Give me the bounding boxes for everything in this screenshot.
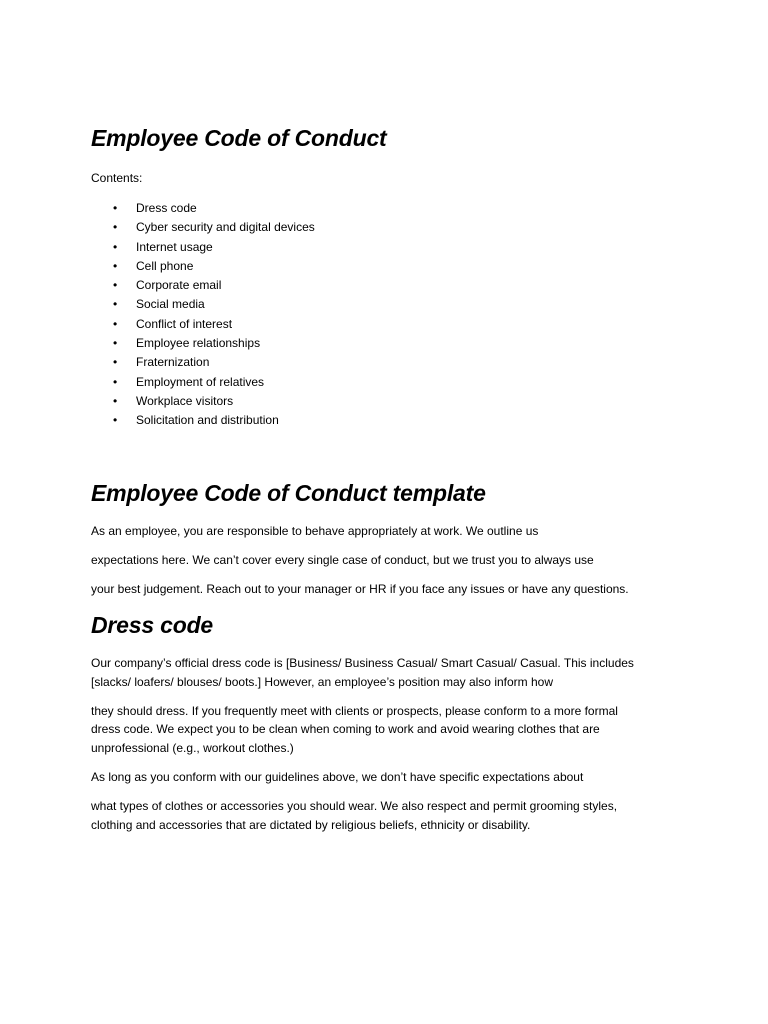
bullet-icon: • [113,258,118,273]
dress-code-heading: Dress code [91,612,214,638]
list-item [91,353,315,372]
list-item-label: Corporate email [136,278,222,293]
dress-code-paragraph-line: dress code. We expect you to be clean when coming to work and avoid wearing clothes that are [91,722,600,736]
dress-code-paragraph-line: what types of clothes or accessories you should wear. We also respect and permit grooming styles, [91,799,618,813]
dress-code-paragraph-line: [slacks/ loafers/ blouses/ boots.] However, an employee’s position may also inform how [91,675,553,689]
template-heading: Employee Code of Conduct template [91,480,486,506]
list-item [91,276,315,295]
list-item-label: Dress code [136,201,197,215]
document-page [91,0,671,1024]
list-item-label: Cyber security and digital devices [136,220,315,235]
list-item-label: Social media [136,297,205,312]
list-item [91,392,315,411]
list-item-label: Solicitation and distribution [136,413,279,428]
list-item-label: Cell phone [136,258,194,273]
list-item-label: Conflict of interest [136,316,233,331]
list-item [91,257,315,276]
list-item [91,295,315,314]
list-item-label: Employee relationships [136,336,261,351]
list-item [91,218,315,237]
bullet-icon: • [113,220,118,235]
dress-code-paragraph-line: unprofessional (e.g., workout clothes.) [91,741,294,755]
list-item [91,315,315,334]
template-paragraph-line: expectations here. We can’t cover every single case of conduct, but we trust you to always use [91,553,594,567]
bullet-icon: • [113,297,118,312]
dress-code-paragraph-line: As long as you conform with our guidelines above, we don’t have specific expectations about [91,770,584,784]
list-item [91,238,315,257]
list-item [91,199,315,218]
bullet-icon: • [113,355,118,370]
dress-code-paragraph-line: Our company’s official dress code is [Business/ Business Casual/ Smart Casual/ Casual. This includes [91,656,634,670]
dress-code-paragraph-line: clothing and accessories that are dictated by religious beliefs, ethnicity or disability. [91,818,531,832]
template-paragraph-line: As an employee, you are responsible to behave appropriately at work. We outline us [91,524,539,538]
bullet-icon: • [113,336,118,351]
bullet-icon: • [113,374,118,389]
bullet-icon: • [113,239,118,254]
list-item-label: Fraternization [136,355,210,370]
list-item-label: Internet usage [136,239,213,254]
template-paragraph-line: your best judgement. Reach out to your manager or HR if you face any issues or have any questions. [91,582,629,596]
bullet-icon: • [113,201,118,215]
list-item-label: Employment of relatives [136,374,265,389]
bullet-icon: • [113,413,118,428]
list-item [91,334,315,353]
bullet-icon: • [113,316,118,331]
list-item [91,373,315,392]
contents-list [91,199,315,431]
document-title: Employee Code of Conduct [91,125,387,151]
list-item [91,411,315,430]
bullet-icon: • [113,278,118,293]
dress-code-paragraph-line: they should dress. If you frequently meet with clients or prospects, please conform to a more formal [91,704,618,718]
bullet-icon: • [113,393,118,408]
list-item-label: Workplace visitors [136,393,234,408]
contents-label: Contents: [91,171,143,185]
